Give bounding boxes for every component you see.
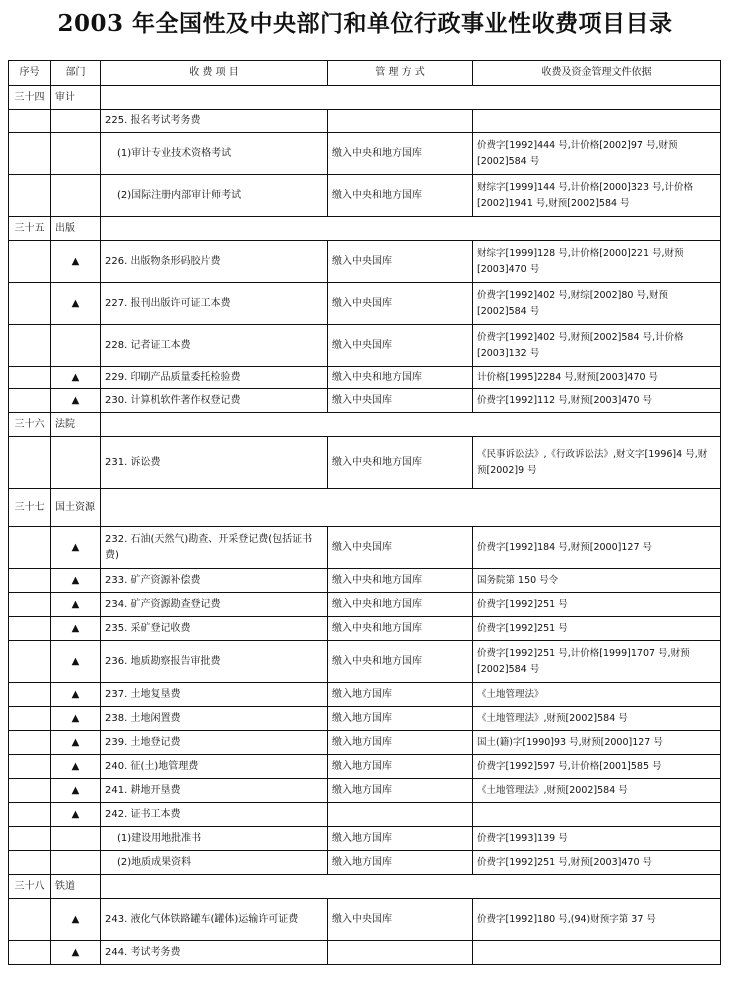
document-basis: 《土地管理法》,财预[2002]584 号 bbox=[473, 779, 721, 803]
management-method bbox=[328, 803, 473, 827]
row-seq-cell bbox=[9, 851, 51, 875]
fee-item: 238. 土地闲置费 bbox=[101, 707, 328, 731]
document-basis bbox=[473, 803, 721, 827]
triangle-marker-icon: ▲ bbox=[51, 617, 101, 641]
row-seq-cell bbox=[9, 110, 51, 133]
table-row bbox=[9, 617, 721, 641]
management-method: 缴入中央和地方国库 bbox=[328, 641, 473, 683]
fee-catalog-table bbox=[8, 60, 721, 965]
triangle-marker-icon bbox=[51, 851, 101, 875]
document-basis: 《土地管理法》,财预[2002]584 号 bbox=[473, 707, 721, 731]
row-seq-cell bbox=[9, 175, 51, 217]
triangle-marker-icon bbox=[51, 175, 101, 217]
row-seq-cell bbox=[9, 527, 51, 569]
table-row bbox=[9, 283, 721, 325]
fee-item: 226. 出版物条形码胶片费 bbox=[101, 241, 328, 283]
row-seq-cell bbox=[9, 755, 51, 779]
triangle-marker-icon bbox=[51, 110, 101, 133]
fee-item: 234. 矿产资源勘查登记费 bbox=[101, 593, 328, 617]
triangle-marker-icon: ▲ bbox=[51, 731, 101, 755]
header-dept: 部门 bbox=[51, 61, 101, 86]
document-basis: 价费字[1992]251 号,财预[2003]470 号 bbox=[473, 851, 721, 875]
triangle-marker-icon: ▲ bbox=[51, 941, 101, 965]
category-filler bbox=[101, 217, 721, 241]
table-row bbox=[9, 683, 721, 707]
management-method: 缴入中央国库 bbox=[328, 527, 473, 569]
triangle-marker-icon: ▲ bbox=[51, 283, 101, 325]
page-title: 2003 年全国性及中央部门和单位行政事业性收费项目目录 bbox=[57, 10, 673, 37]
management-method: 缴入地方国库 bbox=[328, 851, 473, 875]
fee-item: 237. 土地复垦费 bbox=[101, 683, 328, 707]
category-row bbox=[9, 86, 721, 110]
category-seq: 三十五 bbox=[9, 217, 51, 241]
document-basis: 价费字[1992]112 号,财预[2003]470 号 bbox=[473, 389, 721, 413]
row-seq-cell bbox=[9, 389, 51, 413]
category-dept: 国土资源 bbox=[51, 489, 101, 527]
table-row bbox=[9, 641, 721, 683]
document-basis bbox=[473, 941, 721, 965]
row-seq-cell bbox=[9, 641, 51, 683]
row-seq-cell bbox=[9, 617, 51, 641]
table-row bbox=[9, 593, 721, 617]
row-seq-cell bbox=[9, 569, 51, 593]
table-header-row bbox=[9, 61, 721, 86]
document-basis bbox=[473, 110, 721, 133]
table-row bbox=[9, 527, 721, 569]
table-row bbox=[9, 803, 721, 827]
triangle-marker-icon: ▲ bbox=[51, 569, 101, 593]
document-basis: 价费字[1992]597 号,计价格[2001]585 号 bbox=[473, 755, 721, 779]
fee-item: 232. 石油(天然气)勘查、开采登记费(包括证书费) bbox=[101, 527, 328, 569]
management-method bbox=[328, 110, 473, 133]
category-seq: 三十四 bbox=[9, 86, 51, 110]
row-seq-cell bbox=[9, 283, 51, 325]
document-basis: 《民事诉讼法》,《行政诉讼法》,财文字[1996]4 号,财预[2002]9 号 bbox=[473, 437, 721, 489]
table-row bbox=[9, 779, 721, 803]
category-dept: 出版 bbox=[51, 217, 101, 241]
fee-subitem: (1)建设用地批准书 bbox=[101, 827, 328, 851]
fee-item: 243. 液化气体铁路罐车(罐体)运输许可证费 bbox=[101, 899, 328, 941]
management-method bbox=[328, 941, 473, 965]
document-basis: 价费字[1992]251 号 bbox=[473, 593, 721, 617]
table-row bbox=[9, 241, 721, 283]
triangle-marker-icon bbox=[51, 325, 101, 367]
table-row bbox=[9, 827, 721, 851]
category-filler bbox=[101, 489, 721, 527]
document-basis: 价费字[1992]251 号 bbox=[473, 617, 721, 641]
row-seq-cell bbox=[9, 133, 51, 175]
document-basis: 财综字[1999]144 号,计价格[2000]323 号,计价格[2002]1941 号,财预[2002]584 号 bbox=[473, 175, 721, 217]
fee-item: 233. 矿产资源补偿费 bbox=[101, 569, 328, 593]
management-method: 缴入中央和地方国库 bbox=[328, 569, 473, 593]
fee-item: 228. 记者证工本费 bbox=[101, 325, 328, 367]
management-method: 缴入中央国库 bbox=[328, 283, 473, 325]
document-basis: 国务院第 150 号令 bbox=[473, 569, 721, 593]
category-filler bbox=[101, 875, 721, 899]
document-basis: 财综字[1999]128 号,计价格[2000]221 号,财预[2003]470 号 bbox=[473, 241, 721, 283]
triangle-marker-icon bbox=[51, 827, 101, 851]
table-row bbox=[9, 851, 721, 875]
management-method: 缴入中央国库 bbox=[328, 325, 473, 367]
row-seq-cell bbox=[9, 241, 51, 283]
row-seq-cell bbox=[9, 941, 51, 965]
fee-item: 229. 印刷产品质量委托检验费 bbox=[101, 367, 328, 389]
triangle-marker-icon: ▲ bbox=[51, 899, 101, 941]
triangle-marker-icon bbox=[51, 437, 101, 489]
table-row bbox=[9, 367, 721, 389]
row-seq-cell bbox=[9, 803, 51, 827]
triangle-marker-icon: ▲ bbox=[51, 367, 101, 389]
management-method: 缴入地方国库 bbox=[328, 731, 473, 755]
category-filler bbox=[101, 413, 721, 437]
category-dept: 法院 bbox=[51, 413, 101, 437]
category-seq: 三十七 bbox=[9, 489, 51, 527]
fee-item: 244. 考试考务费 bbox=[101, 941, 328, 965]
document-basis: 价费字[1992]184 号,财预[2000]127 号 bbox=[473, 527, 721, 569]
table-row bbox=[9, 325, 721, 367]
table-row bbox=[9, 707, 721, 731]
fee-subitem: (2)地质成果资料 bbox=[101, 851, 328, 875]
management-method: 缴入中央国库 bbox=[328, 899, 473, 941]
table-row bbox=[9, 569, 721, 593]
fee-item: 240. 征(土)地管理费 bbox=[101, 755, 328, 779]
management-method: 缴入中央和地方国库 bbox=[328, 437, 473, 489]
triangle-marker-icon: ▲ bbox=[51, 755, 101, 779]
triangle-marker-icon bbox=[51, 133, 101, 175]
table-row bbox=[9, 755, 721, 779]
table-row bbox=[9, 133, 721, 175]
table-row bbox=[9, 941, 721, 965]
header-seq: 序号 bbox=[9, 61, 51, 86]
document-basis: 国土(籍)字[1990]93 号,财预[2000]127 号 bbox=[473, 731, 721, 755]
document-basis: 价费字[1992]444 号,计价格[2002]97 号,财预[2002]584 号 bbox=[473, 133, 721, 175]
document-basis: 价费字[1992]402 号,财综[2002]80 号,财预[2002]584 号 bbox=[473, 283, 721, 325]
table-row bbox=[9, 110, 721, 133]
header-item: 收 费 项 目 bbox=[101, 61, 328, 86]
triangle-marker-icon: ▲ bbox=[51, 779, 101, 803]
fee-item: 225. 报名考试考务费 bbox=[101, 110, 328, 133]
management-method: 缴入中央和地方国库 bbox=[328, 593, 473, 617]
fee-item: 231. 诉讼费 bbox=[101, 437, 328, 489]
header-basis: 收费及资金管理文件依据 bbox=[473, 61, 721, 86]
management-method: 缴入中央国库 bbox=[328, 389, 473, 413]
management-method: 缴入地方国库 bbox=[328, 779, 473, 803]
row-seq-cell bbox=[9, 437, 51, 489]
management-method: 缴入地方国库 bbox=[328, 707, 473, 731]
category-row bbox=[9, 875, 721, 899]
document-basis: 价费字[1992]180 号,(94)财预字第 37 号 bbox=[473, 899, 721, 941]
document-basis: 价费字[1993]139 号 bbox=[473, 827, 721, 851]
document-basis: 《土地管理法》 bbox=[473, 683, 721, 707]
management-method: 缴入地方国库 bbox=[328, 755, 473, 779]
row-seq-cell bbox=[9, 683, 51, 707]
triangle-marker-icon: ▲ bbox=[51, 707, 101, 731]
header-mgmt: 管 理 方 式 bbox=[328, 61, 473, 86]
fee-item: 242. 证书工本费 bbox=[101, 803, 328, 827]
table-row bbox=[9, 437, 721, 489]
row-seq-cell bbox=[9, 325, 51, 367]
category-dept: 审计 bbox=[51, 86, 101, 110]
row-seq-cell bbox=[9, 731, 51, 755]
management-method: 缴入中央和地方国库 bbox=[328, 367, 473, 389]
triangle-marker-icon: ▲ bbox=[51, 241, 101, 283]
row-seq-cell bbox=[9, 707, 51, 731]
triangle-marker-icon: ▲ bbox=[51, 527, 101, 569]
fee-item: 227. 报刊出版许可证工本费 bbox=[101, 283, 328, 325]
table-row bbox=[9, 175, 721, 217]
row-seq-cell bbox=[9, 779, 51, 803]
row-seq-cell bbox=[9, 899, 51, 941]
management-method: 缴入地方国库 bbox=[328, 827, 473, 851]
fee-item: 235. 采矿登记收费 bbox=[101, 617, 328, 641]
table-row bbox=[9, 731, 721, 755]
row-seq-cell bbox=[9, 593, 51, 617]
triangle-marker-icon: ▲ bbox=[51, 683, 101, 707]
category-dept: 铁道 bbox=[51, 875, 101, 899]
fee-subitem: (2)国际注册内部审计师考试 bbox=[101, 175, 328, 217]
fee-item: 230. 计算机软件著作权登记费 bbox=[101, 389, 328, 413]
fee-item: 241. 耕地开垦费 bbox=[101, 779, 328, 803]
triangle-marker-icon: ▲ bbox=[51, 803, 101, 827]
management-method: 缴入中央和地方国库 bbox=[328, 133, 473, 175]
fee-item: 236. 地质勘察报告审批费 bbox=[101, 641, 328, 683]
document-basis: 价费字[1992]402 号,财预[2002]584 号,计价格[2003]132 号 bbox=[473, 325, 721, 367]
document-basis: 计价格[1995]2284 号,财预[2003]470 号 bbox=[473, 367, 721, 389]
management-method: 缴入中央和地方国库 bbox=[328, 175, 473, 217]
document-basis: 价费字[1992]251 号,计价格[1999]1707 号,财预[2002]584 号 bbox=[473, 641, 721, 683]
category-row bbox=[9, 489, 721, 527]
category-row bbox=[9, 413, 721, 437]
triangle-marker-icon: ▲ bbox=[51, 389, 101, 413]
triangle-marker-icon: ▲ bbox=[51, 593, 101, 617]
row-seq-cell bbox=[9, 827, 51, 851]
table-row bbox=[9, 899, 721, 941]
fee-subitem: (1)审计专业技术资格考试 bbox=[101, 133, 328, 175]
row-seq-cell bbox=[9, 367, 51, 389]
management-method: 缴入中央和地方国库 bbox=[328, 617, 473, 641]
fee-item: 239. 土地登记费 bbox=[101, 731, 328, 755]
category-seq: 三十八 bbox=[9, 875, 51, 899]
management-method: 缴入地方国库 bbox=[328, 683, 473, 707]
triangle-marker-icon: ▲ bbox=[51, 641, 101, 683]
category-seq: 三十六 bbox=[9, 413, 51, 437]
table-row bbox=[9, 389, 721, 413]
table-body bbox=[9, 86, 721, 965]
category-row bbox=[9, 217, 721, 241]
category-filler bbox=[101, 86, 721, 110]
management-method: 缴入中央国库 bbox=[328, 241, 473, 283]
